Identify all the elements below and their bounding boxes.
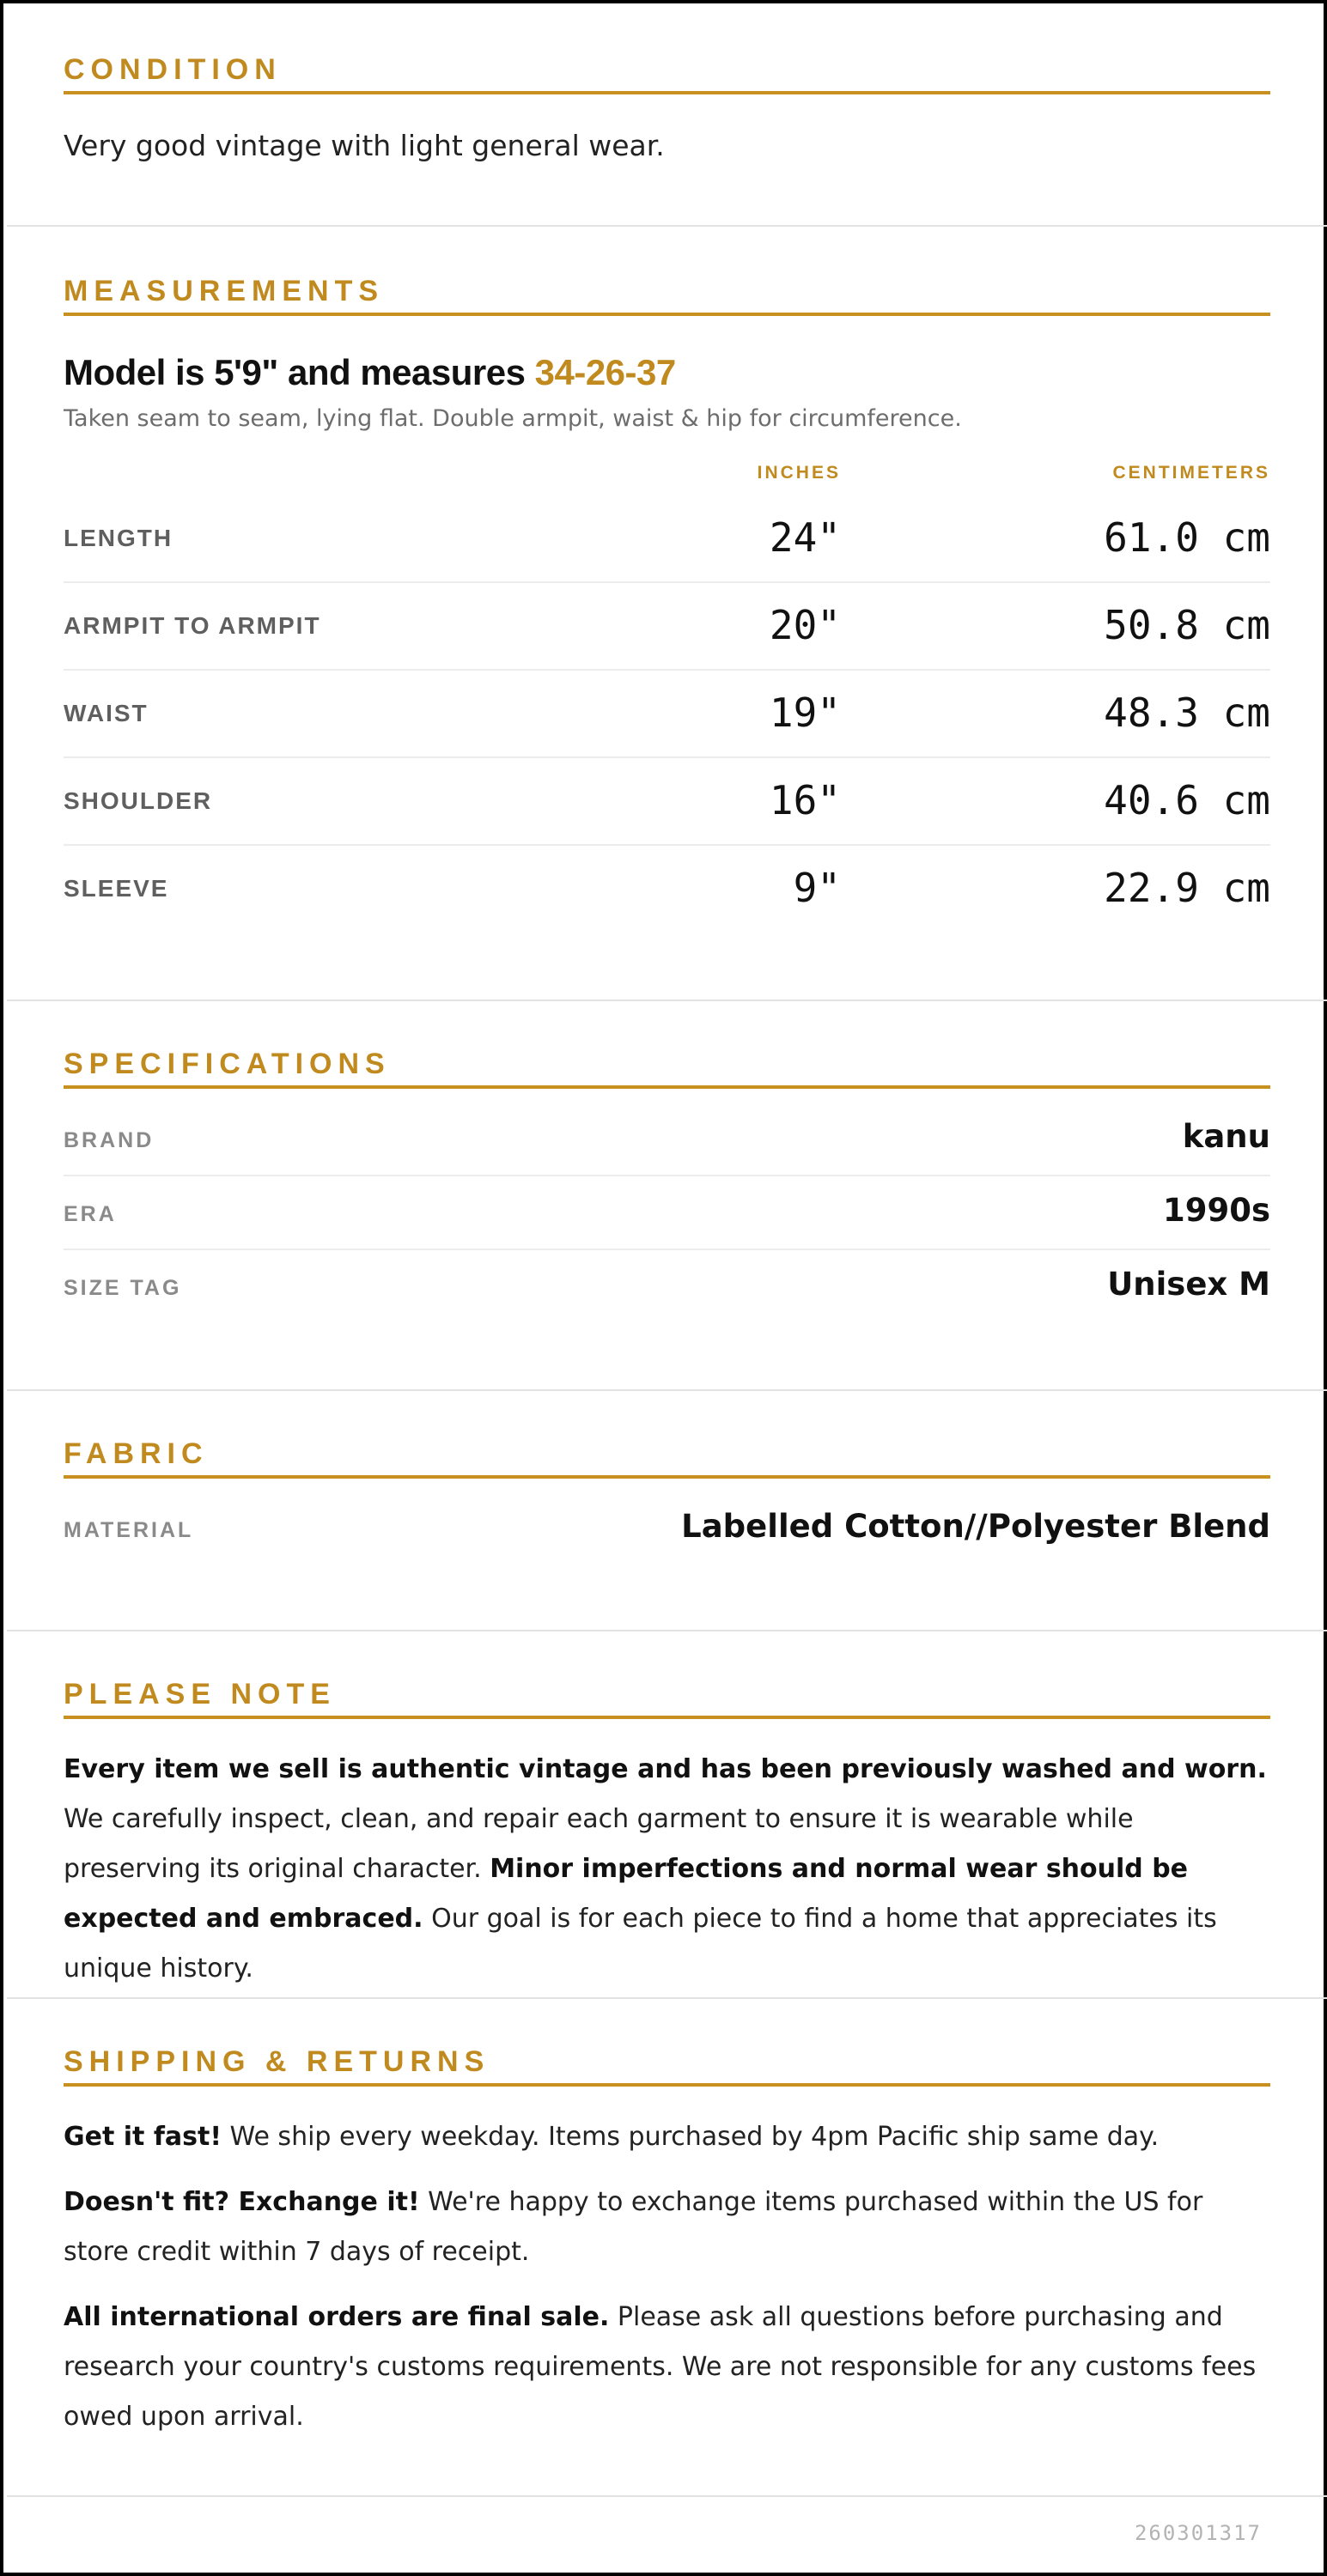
condition-title: CONDITION xyxy=(64,48,1270,94)
measurement-inches: 16" xyxy=(769,777,841,823)
spec-row xyxy=(64,1492,1270,1566)
condition-section xyxy=(7,48,1327,162)
specifications-section xyxy=(7,1042,1327,1324)
measurement-row xyxy=(64,758,1270,846)
measurement-label: SHOULDER xyxy=(64,787,213,814)
measurement-cm: 48.3 cm xyxy=(1104,690,1270,736)
product-id: 260301317 xyxy=(1134,2521,1262,2545)
section-divider xyxy=(7,2495,1327,2497)
spec-label: BRAND xyxy=(64,1128,155,1152)
col-head-inches: INCHES xyxy=(757,463,841,483)
measurement-inches: 24" xyxy=(769,514,841,561)
shipping-section xyxy=(7,2040,1327,2442)
fabric-section xyxy=(7,1432,1327,1566)
measurement-row xyxy=(64,846,1270,933)
section-divider xyxy=(7,1997,1327,1999)
shipping-paragraph-1 xyxy=(64,2112,1270,2162)
note-section xyxy=(7,1673,1327,1994)
spec-value: Unisex M xyxy=(1107,1266,1270,1303)
shipping-text-1: We ship every weekday. Items purchased by 4pm Pacific ship same day. xyxy=(222,2122,1160,2152)
shipping-paragraph-2 xyxy=(64,2178,1270,2277)
model-measure: 34-26-37 xyxy=(534,352,676,392)
measurement-inches: 20" xyxy=(769,602,841,648)
measurement-cm: 40.6 cm xyxy=(1104,777,1270,823)
section-divider xyxy=(7,1389,1327,1391)
section-divider xyxy=(7,999,1327,1001)
measurements-subtitle: Taken seam to seam, lying flat. Double armpit, waist & hip for circumference. xyxy=(64,405,962,432)
measurements-title: MEASUREMENTS xyxy=(64,270,1270,316)
measurement-label: WAIST xyxy=(64,700,149,726)
measurement-label: ARMPIT TO ARMPIT xyxy=(64,612,321,639)
condition-text: Very good vintage with light general wear. xyxy=(64,129,665,162)
section-divider xyxy=(7,225,1327,227)
measurement-row xyxy=(64,495,1270,583)
shipping-bold-1: Get it fast! xyxy=(64,2122,222,2152)
spec-label: ERA xyxy=(64,1202,117,1226)
measurement-cm: 61.0 cm xyxy=(1104,514,1270,561)
spec-label: SIZE TAG xyxy=(64,1276,182,1300)
spec-row xyxy=(64,1176,1270,1250)
measurement-label: LENGTH xyxy=(64,525,173,551)
specifications-title: SPECIFICATIONS xyxy=(64,1042,1270,1089)
note-title: PLEASE NOTE xyxy=(64,1673,1270,1719)
fabric-title: FABRIC xyxy=(64,1432,1270,1479)
measurement-row xyxy=(64,671,1270,758)
measurement-inches: 19" xyxy=(769,690,841,736)
note-text-1: We carefully inspect, clean, and repair each garment to ensure it is wearable while preserving its original character. xyxy=(64,1804,1134,1884)
shipping-text-3: Please ask all questions before purchasing and research your country's customs requirements. We are not responsible for any customs fees owed upon arrival. xyxy=(64,2302,1257,2432)
spec-row xyxy=(64,1103,1270,1176)
spec-row xyxy=(64,1250,1270,1324)
section-divider xyxy=(7,1630,1327,1631)
note-bold-1: Every item we sell is authentic vintage and has been previously washed and worn. xyxy=(64,1754,1267,1784)
shipping-paragraph-3 xyxy=(64,2293,1270,2442)
model-prefix: Model is 5'9" and measures xyxy=(64,352,535,392)
col-head-centimeters: CENTIMETERS xyxy=(1112,463,1270,483)
measurement-cm: 50.8 cm xyxy=(1104,602,1270,648)
shipping-bold-2: Doesn't fit? Exchange it! xyxy=(64,2187,420,2217)
note-paragraph xyxy=(64,1745,1270,1994)
spec-value: 1990s xyxy=(1162,1192,1270,1229)
material-value: Labelled Cotton//Polyester Blend xyxy=(681,1508,1270,1545)
note-bold-2: Minor imperfections and normal wear should be expected and embraced. xyxy=(64,1854,1189,1934)
model-measures-line xyxy=(64,352,1270,393)
measurement-inches: 9" xyxy=(793,865,841,911)
shipping-title: SHIPPING & RETURNS xyxy=(64,2040,1270,2087)
measurement-label: SLEEVE xyxy=(64,875,169,902)
shipping-bold-3: All international orders are final sale. xyxy=(64,2302,610,2332)
measurements-section xyxy=(7,270,1327,933)
spec-value: kanu xyxy=(1182,1118,1270,1155)
material-label: MATERIAL xyxy=(64,1518,194,1542)
shipping-text-2: We're happy to exchange items purchased within the US for store credit within 7 days of receipt. xyxy=(64,2187,1203,2267)
measurement-cm: 22.9 cm xyxy=(1104,865,1270,911)
measurements-header xyxy=(64,458,1270,495)
note-text-2: Our goal is for each piece to find a home that appreciates its unique history. xyxy=(64,1904,1217,1984)
measurement-row xyxy=(64,583,1270,671)
